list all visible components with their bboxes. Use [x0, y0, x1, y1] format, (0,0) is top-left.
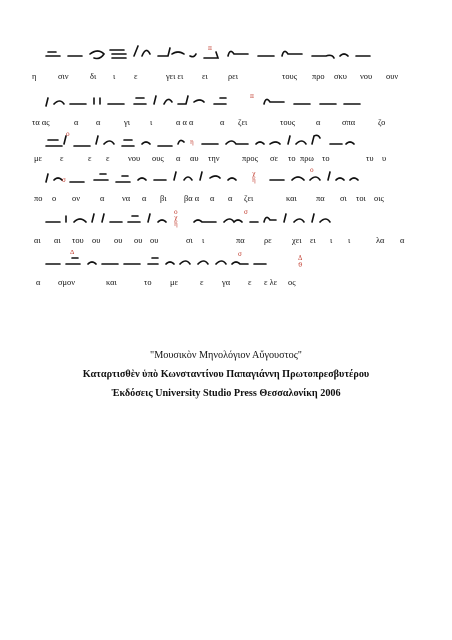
syllable: ρει [228, 72, 238, 81]
syllable: ος [288, 278, 296, 287]
syllable: ζει [238, 118, 248, 127]
svg-text:ϑ: ϑ [298, 262, 303, 269]
svg-text:ο: ο [310, 167, 314, 174]
syllable: το [288, 154, 296, 163]
syllable: ου [92, 236, 101, 245]
syllable: ει [202, 72, 208, 81]
syllable: ε [60, 154, 64, 163]
svg-text:σ: σ [244, 209, 249, 216]
syllable: η [32, 72, 37, 81]
syllable: σε [270, 154, 279, 163]
syllable: βι [160, 194, 167, 203]
svg-text:ο: ο [174, 209, 178, 216]
syllable: τοι [356, 194, 366, 203]
svg-text:ο: ο [66, 131, 70, 138]
syllable: σιν [58, 72, 69, 81]
syllable: α [228, 194, 233, 203]
svg-text:Δ: Δ [70, 250, 75, 256]
syllable-row-4 [30, 194, 422, 208]
syllable: ι [113, 72, 116, 81]
syllable: σκυ [334, 72, 347, 81]
syllable: πα [236, 236, 245, 245]
syllable: πρω [300, 154, 314, 163]
neume-line-3 [44, 130, 412, 152]
syllable: α [176, 154, 181, 163]
syllable: ε [134, 72, 138, 81]
book-title: "Μουσικὸν Μηνολόγιον Αὔγουστος" [150, 350, 302, 361]
syllable: ου [150, 236, 159, 245]
syllable: ε [106, 154, 110, 163]
syllable: υ [382, 154, 387, 163]
syllable: α [36, 278, 41, 287]
syllable: ε λε [264, 278, 278, 287]
syllable: ον [72, 194, 80, 203]
syllable: ζο [378, 118, 386, 127]
syllable: ι [202, 236, 205, 245]
neume-line-1 [44, 42, 412, 64]
syllable: το [144, 278, 152, 287]
syllable: σμον [58, 278, 75, 287]
syllable: και [286, 194, 297, 203]
syllable: α [210, 194, 215, 203]
svg-text:σ: σ [62, 177, 67, 184]
syllable: τυ [366, 154, 374, 163]
syllable-row-6 [30, 278, 422, 292]
syllable: α α α [176, 118, 194, 127]
syllable: βα α [184, 194, 200, 203]
syllable: νου [128, 154, 141, 163]
syllable: προς [242, 154, 258, 163]
syllable: λα [376, 236, 385, 245]
svg-text:π: π [208, 45, 212, 52]
syllable: χει [292, 236, 302, 245]
syllable: α [142, 194, 147, 203]
svg-text:η: η [252, 177, 256, 184]
syllable: να [122, 194, 131, 203]
svg-text:Δ: Δ [298, 255, 303, 262]
svg-text:η: η [174, 221, 178, 228]
syllable: σι [186, 236, 193, 245]
syllable: γει ει [166, 72, 184, 81]
syllable: ει [310, 236, 316, 245]
syllable: την [208, 154, 220, 163]
syllable: νου [360, 72, 373, 81]
book-author: Καταρτισθὲν ὑπὸ Κωνσταντίνου Παπαγιάννη Πρωτοπρεσβυτέρου [82, 369, 370, 380]
syllable: ου [114, 236, 123, 245]
syllable: ε [248, 278, 252, 287]
svg-text:π: π [250, 93, 254, 100]
syllable: ου [134, 236, 143, 245]
syllable: αι [54, 236, 61, 245]
syllable-row-5 [30, 236, 422, 250]
neume-line-6 [44, 250, 412, 272]
svg-text:σ: σ [238, 251, 243, 258]
syllable: ρε [264, 236, 272, 245]
neume-line-4 [44, 166, 412, 188]
syllable: οις [374, 194, 384, 203]
syllable: ι [348, 236, 351, 245]
syllable: αυ [190, 154, 199, 163]
syllable: ουν [386, 72, 399, 81]
syllable: α [400, 236, 405, 245]
syllable: με [34, 154, 43, 163]
syllable: πο [34, 194, 43, 203]
syllable: ζει [244, 194, 254, 203]
syllable: α [100, 194, 105, 203]
svg-text:η: η [190, 139, 194, 146]
syllable: α [74, 118, 79, 127]
svg-text:χ: χ [174, 215, 178, 222]
syllable: γι [124, 118, 130, 127]
syllable: α [96, 118, 101, 127]
syllable: α [220, 118, 225, 127]
syllable: ους [152, 154, 164, 163]
syllable: προ [312, 72, 325, 81]
syllable: με [170, 278, 179, 287]
book-publisher: Ἐκδόσεις University Studio Press Θεσσαλονίκη 2006 [111, 388, 341, 399]
syllable: ο [52, 194, 57, 203]
syllable: τα ας [32, 118, 50, 127]
syllable: ε [88, 154, 92, 163]
syllable: και [106, 278, 117, 287]
neume-line-5 [44, 208, 412, 230]
syllable: σπα [342, 118, 356, 127]
syllable: του [72, 236, 84, 245]
syllable: α [316, 118, 321, 127]
syllable: το [322, 154, 330, 163]
syllable: ε [200, 278, 204, 287]
syllable: γα [222, 278, 231, 287]
syllable: πα [316, 194, 325, 203]
svg-text:χ: χ [252, 171, 256, 178]
syllable: ι [330, 236, 333, 245]
syllable: ι [150, 118, 153, 127]
syllable-row-1 [30, 72, 422, 86]
syllable: σι [340, 194, 347, 203]
syllable: δι [90, 72, 97, 81]
syllable: αι [34, 236, 41, 245]
neume-line-2 [44, 90, 412, 112]
syllable: τους [282, 72, 298, 81]
syllable: τους [280, 118, 296, 127]
